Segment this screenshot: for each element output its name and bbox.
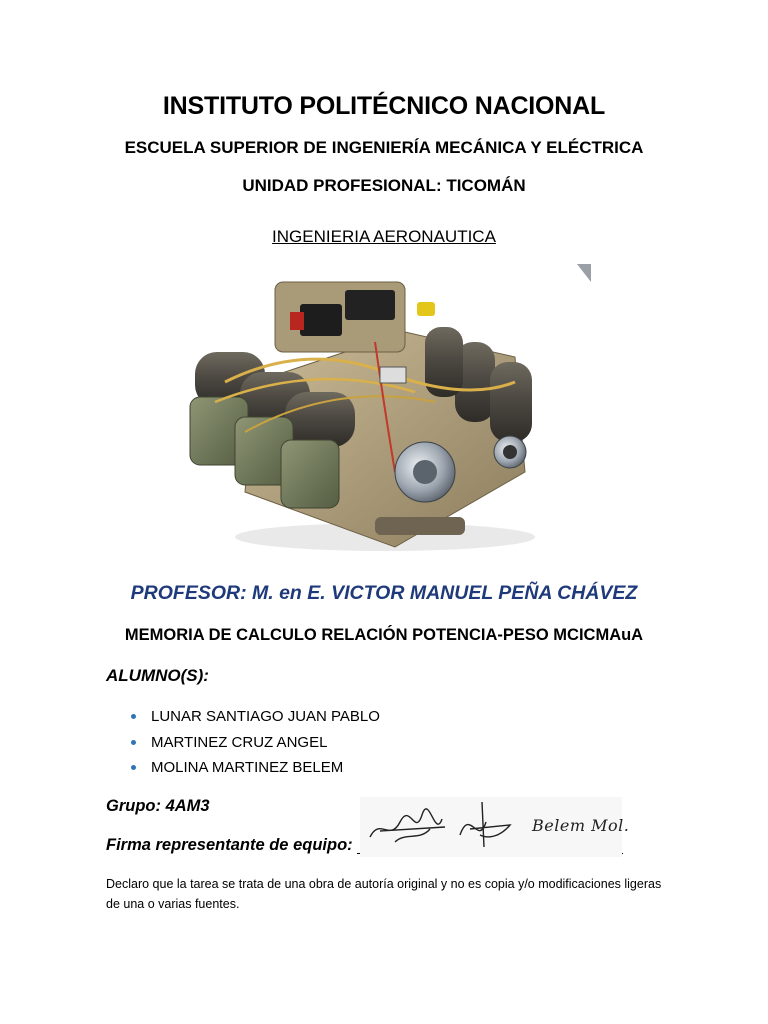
list-item: MOLINA MARTINEZ BELEM xyxy=(106,755,380,781)
engine-image xyxy=(185,262,595,562)
list-item: MARTINEZ CRUZ ANGEL xyxy=(106,730,380,756)
professor-name: PROFESOR: M. en E. VICTOR MANUEL PEÑA CHÁVEZ xyxy=(130,582,638,604)
bullet-icon xyxy=(131,740,136,745)
unit-name: UNIDAD PROFESIONAL: TICOMÁN xyxy=(242,176,526,195)
signature-label: Firma representante de equipo: xyxy=(106,836,353,854)
bullet-icon xyxy=(131,765,136,770)
group-label: Grupo: 4AM3 xyxy=(106,797,210,815)
declaration-text: Declaro que la tarea se trata de una obra de autoría original y no es copia y/o modificaciones ligeras de una o varias fuentes. xyxy=(106,877,662,911)
institution-title: INSTITUTO POLITÉCNICO NACIONAL xyxy=(162,92,606,120)
document-title: MEMORIA DE CALCULO RELACIÓN POTENCIA-PESO MCICMAuA xyxy=(124,626,644,644)
list-item: LUNAR SANTIAGO JUAN PABLO xyxy=(106,704,380,730)
students-label: ALUMNO(S): xyxy=(106,666,209,685)
students-list xyxy=(106,704,380,781)
handwritten-signature: Belem Mol. xyxy=(532,816,630,835)
school-name: ESCUELA SUPERIOR DE INGENIERÍA MECÁNICA Y ELÉCTRICA xyxy=(124,138,644,157)
career-name: INGENIERIA AERONAUTICA xyxy=(272,227,496,246)
bullet-icon xyxy=(131,714,136,719)
